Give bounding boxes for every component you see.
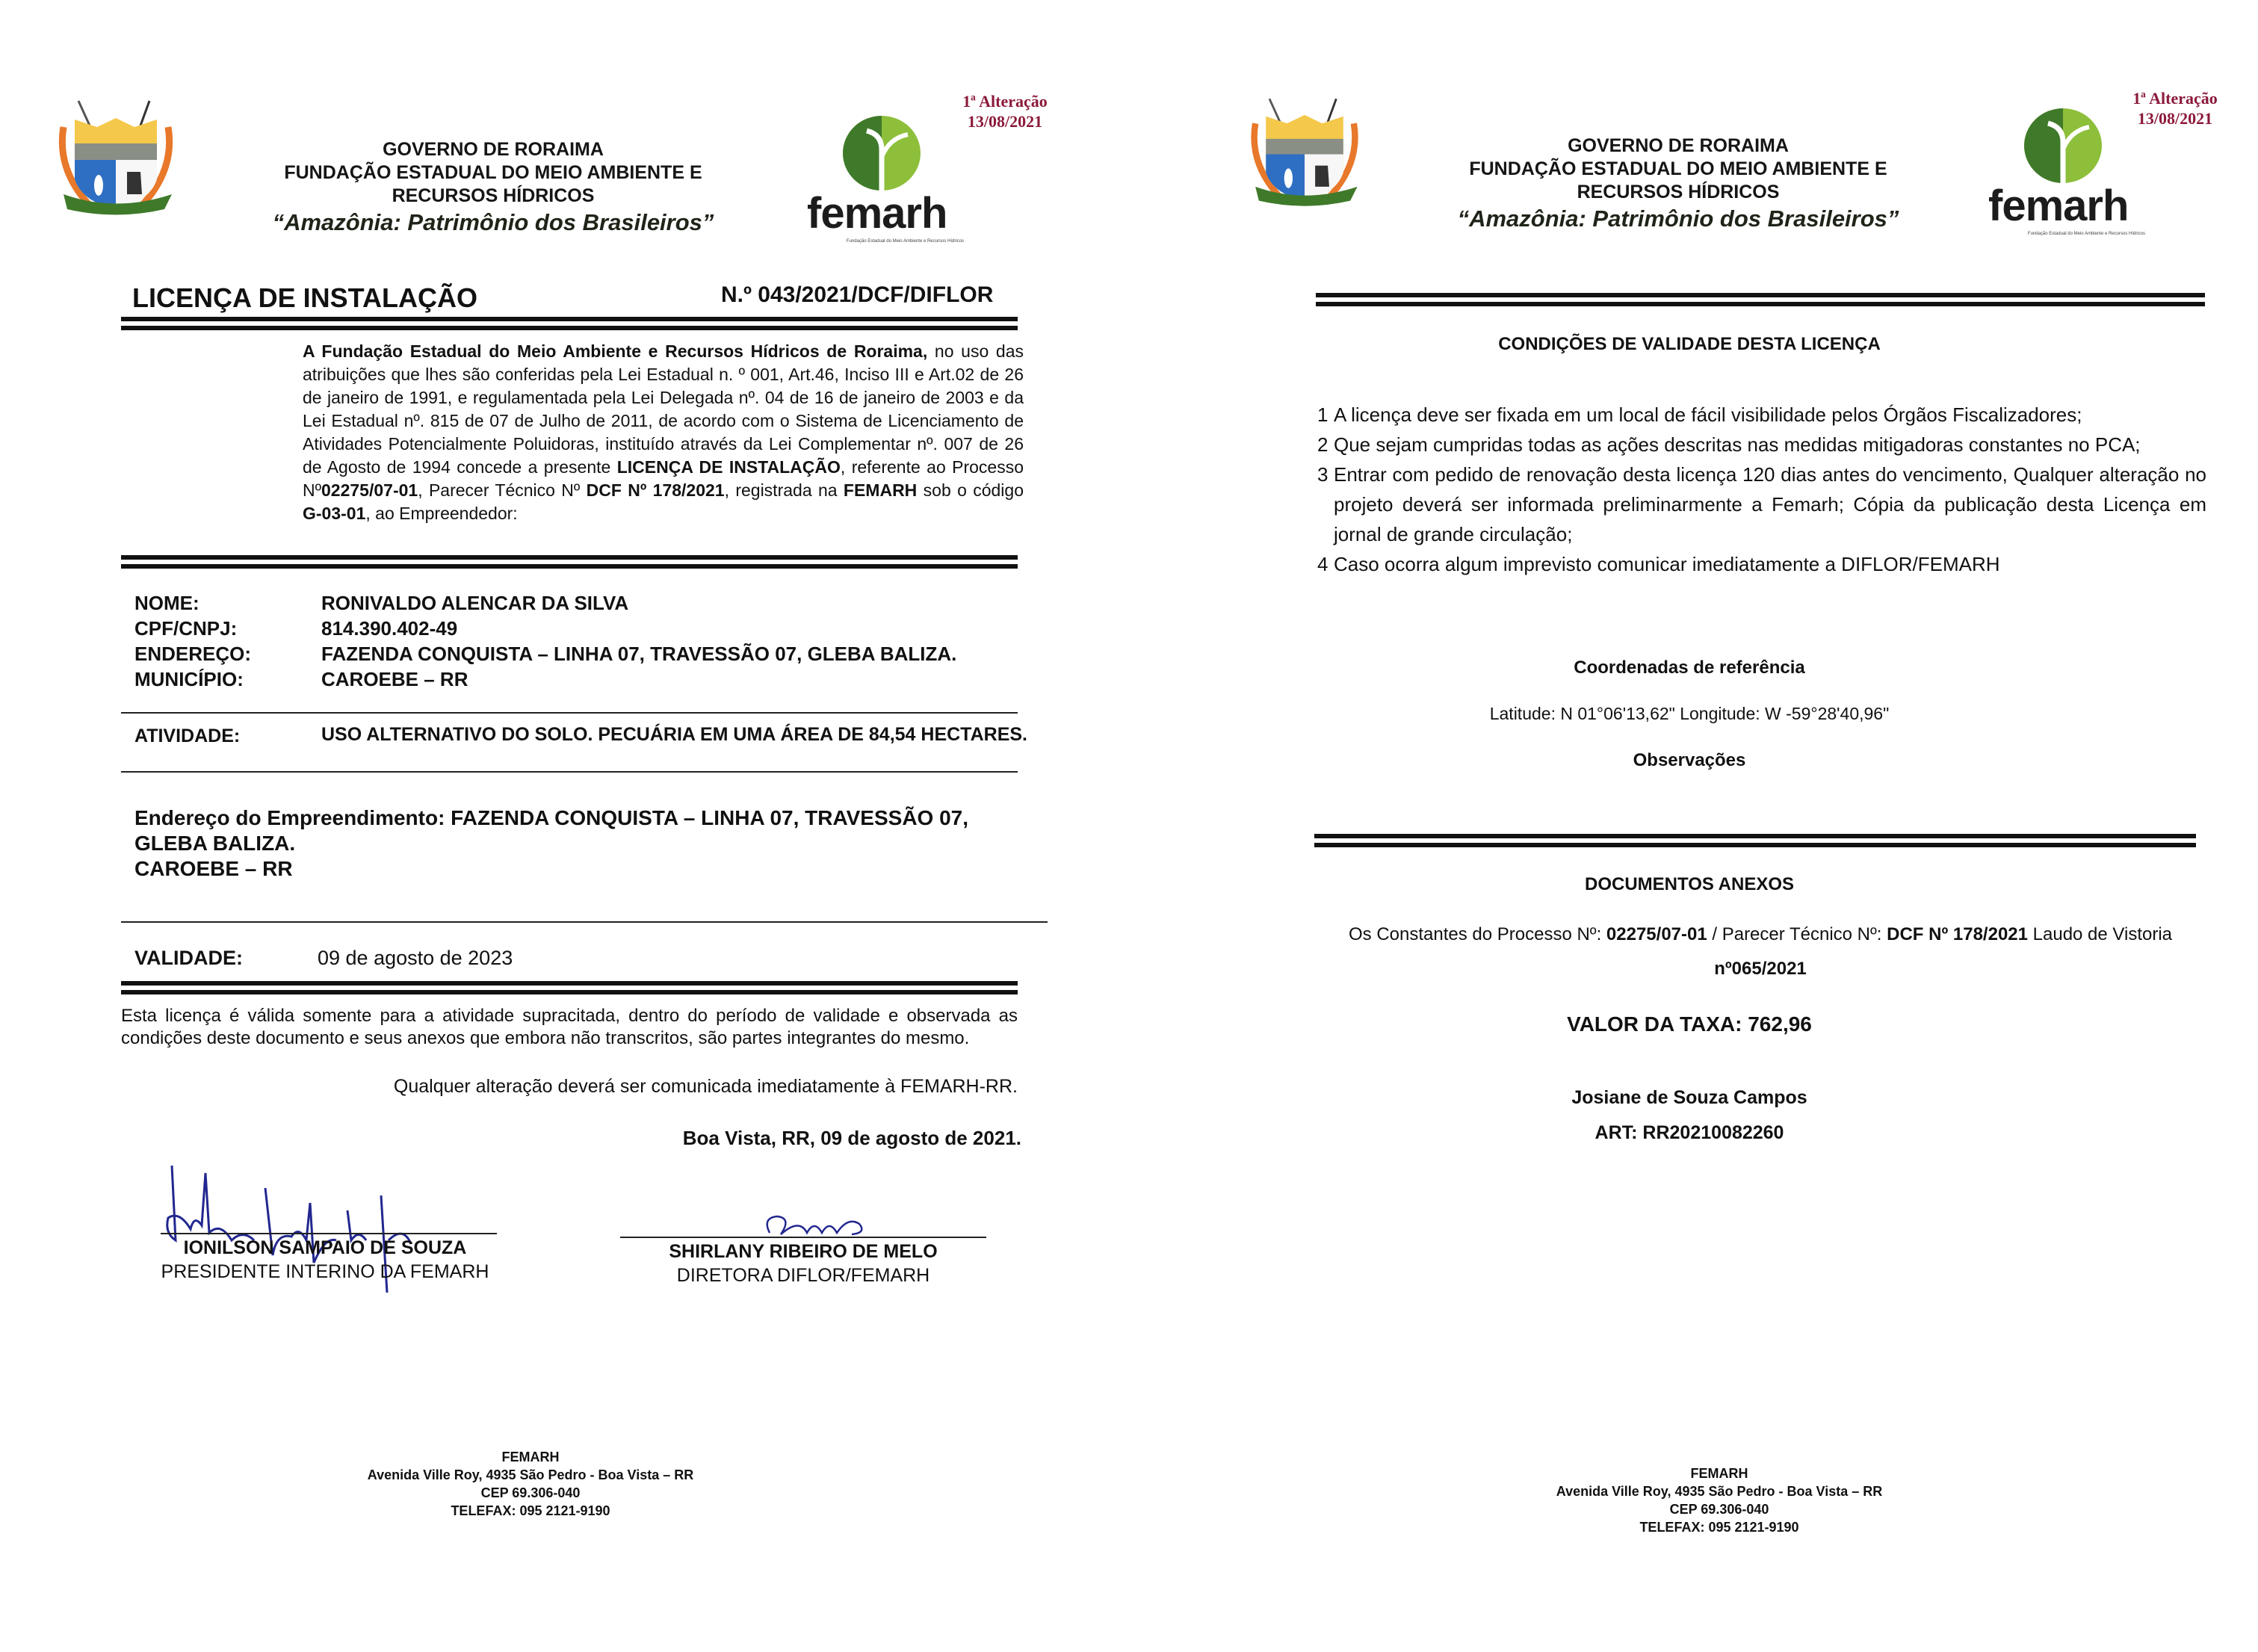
license-page-2 [1129, 0, 2258, 1652]
header-government: GOVERNO DE RORAIMA [383, 139, 604, 160]
femarh-logo-subtext: Fundação Estadual do Meio Ambiente e Recursos Hídricos [846, 239, 964, 244]
license-number: N.º 043/2021/DCF/DIFLOR [721, 282, 994, 307]
header-text [247, 138, 740, 234]
divider [121, 771, 1018, 773]
change-note: Qualquer alteração deverá ser comunicada imediatamente à FEMARH-RR. [393, 1076, 1018, 1097]
field-value: RONIVALDO ALENCAR DA SILVA [321, 592, 629, 614]
validity-note: Esta licença é válida somente para a atividade supracitada, dentro do período de validade e observada as condições deste documento e seus anexos que embora não transcritos, são partes integrantes do mesmo. [121, 1006, 1018, 1048]
fee-value: VALOR DA TAXA: 762,96 [1567, 1012, 1812, 1036]
coordinates-title: Coordenadas de referência [1574, 658, 1805, 678]
condition-number: 4 [1317, 553, 1328, 575]
validity-date: 09 de agosto de 2023 [318, 947, 513, 969]
enterprise-city: CAROEBE – RR [134, 857, 293, 880]
condition-text: Entrar com pedido de renovação desta licença 120 dias antes do vencimento, Qualquer alteração no projeto deverá ser informada preliminarmente a Femarh; Cópia da publicação desta Licença em jornal de grande circulação; [1334, 463, 2206, 545]
header-text [1432, 134, 1925, 230]
annex-process: 02275/07-01 [1606, 924, 1707, 944]
art-number: ART: RR20210082260 [1594, 1122, 1784, 1143]
condition-item [1317, 400, 2206, 430]
header-motto: “Amazônia: Patrimônio dos Brasileiros” [1457, 205, 1899, 232]
condition-number: 3 [1317, 463, 1328, 486]
entrepreneur-fields [134, 590, 1031, 702]
observations-title: Observações [1633, 750, 1746, 770]
annex-text-part: / Parecer Técnico Nº: [1707, 924, 1887, 944]
divider-double [1316, 293, 2205, 306]
intro-process-number: 02275/07-01 [321, 480, 418, 500]
conditions-title: CONDIÇÕES DE VALIDADE DESTA LICENÇA [1498, 334, 1881, 354]
condition-text: A licença deve ser fixada em um local de fácil visibilidade pelos Órgãos Fiscalizadores; [1334, 403, 2082, 426]
activity-value: USO ALTERNATIVO DO SOLO. PECUÁRIA EM UMA ÁREA DE 84,54 HECTARES. [321, 724, 1027, 745]
femarh-leaf-icon [837, 112, 927, 194]
intro-parecer: DCF Nº 178/2021 [586, 480, 725, 500]
divider [121, 921, 1048, 923]
field-value: FAZENDA CONQUISTA – LINHA 07, TRAVESSÃO 07, GLEBA BALIZA. [321, 643, 957, 665]
footer-address [1503, 1464, 1936, 1536]
condition-text: Que sejam cumpridas todas as ações descritas nas medidas mitigadoras constantes no PCA; [1334, 433, 2141, 456]
coordinates-value: Latitude: N 01°06'13,62" Longitude: W -59°28'40,96" [1489, 704, 1890, 723]
signature-line [161, 1233, 497, 1234]
field-value: 814.390.402-49 [321, 617, 458, 640]
footer-cep: CEP 69.306-040 [480, 1485, 581, 1500]
condition-number: 2 [1317, 433, 1328, 456]
divider-double [121, 981, 1018, 994]
femarh-logo-subtext: Fundação Estadual do Meio Ambiente e Recursos Hídricos [2027, 232, 2145, 236]
intro-text: no uso das atribuições que lhes são conferidas pela Lei Estadual n. º 001, Art.46, Inciso III e Art.02 de 26 de janeiro de 1991, e regulamentada pela Lei Delegada nº. 04 de 16 de janeiro de 2003 e da Lei Estadual nº. 815 de 07 de Julho de 2011, de acordo com o Sistema de Licenciamento de Atividades Potencialmente Poluidoras, instituído através da Lei Complementar nº. 007 de 26 de Agosto de 1994 concede a presente [303, 341, 1024, 477]
condition-item [1317, 460, 2206, 549]
enterprise-address [134, 805, 1031, 882]
header-motto: “Amazônia: Patrimônio dos Brasileiros” [272, 209, 714, 235]
field-label: MUNICÍPIO: [134, 668, 244, 690]
femarh-leaf-icon [2018, 105, 2108, 187]
place-date: Boa Vista, RR, 09 de agosto de 2021. [682, 1127, 1021, 1149]
intro-text: , Parecer Técnico Nº [418, 480, 587, 500]
stamp-line2: 13/08/2021 [2137, 109, 2213, 128]
condition-text: Caso ocorra algum imprevisto comunicar imediatamente a DIFLOR/FEMARH [1334, 553, 2000, 575]
header-foundation-line1: FUNDAÇÃO ESTADUAL DO MEIO AMBIENTE E [284, 162, 702, 183]
intro-text: , ao Empreendedor: [365, 504, 518, 523]
annex-text-part: Laudo de Vistoria [2027, 924, 2173, 944]
stamp-line2: 13/08/2021 [967, 112, 1043, 131]
field-label: CPF/CNPJ: [134, 617, 238, 640]
footer-cep: CEP 69.306-040 [1669, 1502, 1769, 1517]
divider-double [121, 555, 1018, 569]
amendment-stamp [2108, 88, 2242, 129]
divider-double [121, 317, 1018, 330]
header-government: GOVERNO DE RORAIMA [1568, 135, 1789, 156]
intro-foundation-name: A Fundação Estadual do Meio Ambiente e Recursos Hídricos de Roraima, [303, 341, 928, 361]
intro-text: , registrada na [724, 480, 844, 500]
intro-femarh: FEMARH [843, 480, 918, 500]
field-label: ENDEREÇO: [134, 643, 252, 665]
header-foundation-line2: RECURSOS HÍDRICOS [1577, 182, 1780, 202]
footer-address [314, 1448, 747, 1520]
intro-license-type: LICENÇA DE INSTALAÇÃO [616, 457, 841, 477]
header-foundation-line1: FUNDAÇÃO ESTADUAL DO MEIO AMBIENTE E [1469, 158, 1887, 179]
signatory-1-role: PRESIDENTE INTERINO DA FEMARH [161, 1261, 489, 1282]
annex-text [1323, 918, 2197, 986]
footer-phone: TELEFAX: 095 2121-9190 [1639, 1520, 1799, 1535]
signatory-1-name: IONILSON SAMPAIO DE SOUZA [183, 1237, 467, 1258]
divider-double [1314, 834, 2196, 847]
footer-street: Avenida Ville Roy, 4935 São Pedro - Boa Vista – RR [367, 1467, 694, 1482]
field-label: NOME: [134, 592, 199, 614]
signature-line [620, 1237, 986, 1238]
footer-org: FEMARH [1690, 1466, 1748, 1481]
activity-label: ATIVIDADE: [134, 726, 241, 746]
stamp-line1: 1ª Alteração [2132, 89, 2218, 108]
validity-label: VALIDADE: [134, 947, 243, 969]
femarh-logo-text: femarh [807, 189, 947, 238]
footer-phone: TELEFAX: 095 2121-9190 [451, 1503, 610, 1518]
signatory-2-role: DIRETORA DIFLOR/FEMARH [676, 1265, 930, 1286]
intro-text: , referente ao Processo Nº [303, 457, 1024, 500]
header-foundation-line2: RECURSOS HÍDRICOS [392, 185, 595, 206]
license-intro [303, 340, 1024, 525]
condition-item [1317, 549, 2206, 579]
intro-code: G-03-01 [303, 504, 366, 523]
annex-text-part: Os Constantes do Processo Nº: [1348, 924, 1606, 944]
technician-name: Josiane de Souza Campos [1571, 1087, 1807, 1108]
condition-item [1317, 430, 2206, 460]
footer-street: Avenida Ville Roy, 4935 São Pedro - Boa Vista – RR [1556, 1484, 1883, 1499]
annex-parecer: DCF Nº 178/2021 [1887, 924, 2028, 944]
enterprise-address-value: FAZENDA CONQUISTA – LINHA 07, TRAVESSÃO 07, GLEBA BALIZA. [134, 806, 969, 855]
annex-title: DOCUMENTOS ANEXOS [1584, 874, 1795, 894]
stamp-line1: 1ª Alteração [962, 92, 1048, 111]
femarh-logo [799, 112, 971, 247]
amendment-stamp [938, 91, 1072, 132]
signature-director-icon [762, 1210, 897, 1240]
roraima-coat-of-arms-icon [52, 97, 179, 224]
intro-text: sob o código [917, 480, 1024, 500]
femarh-logo-text: femarh [1988, 182, 2129, 230]
license-title: LICENÇA DE INSTALAÇÃO [132, 282, 477, 313]
signatory-2-name: SHIRLANY RIBEIRO DE MELO [669, 1241, 938, 1262]
roraima-coat-of-arms-icon [1245, 93, 1364, 217]
field-value: CAROEBE – RR [321, 668, 468, 690]
annex-laudo: nº065/2021 [1714, 959, 1807, 979]
footer-org: FEMARH [501, 1450, 560, 1464]
enterprise-address-label: Endereço do Empreendimento: [134, 806, 445, 829]
conditions-list [1317, 400, 2206, 579]
condition-number: 1 [1317, 403, 1328, 426]
divider [121, 712, 1018, 714]
